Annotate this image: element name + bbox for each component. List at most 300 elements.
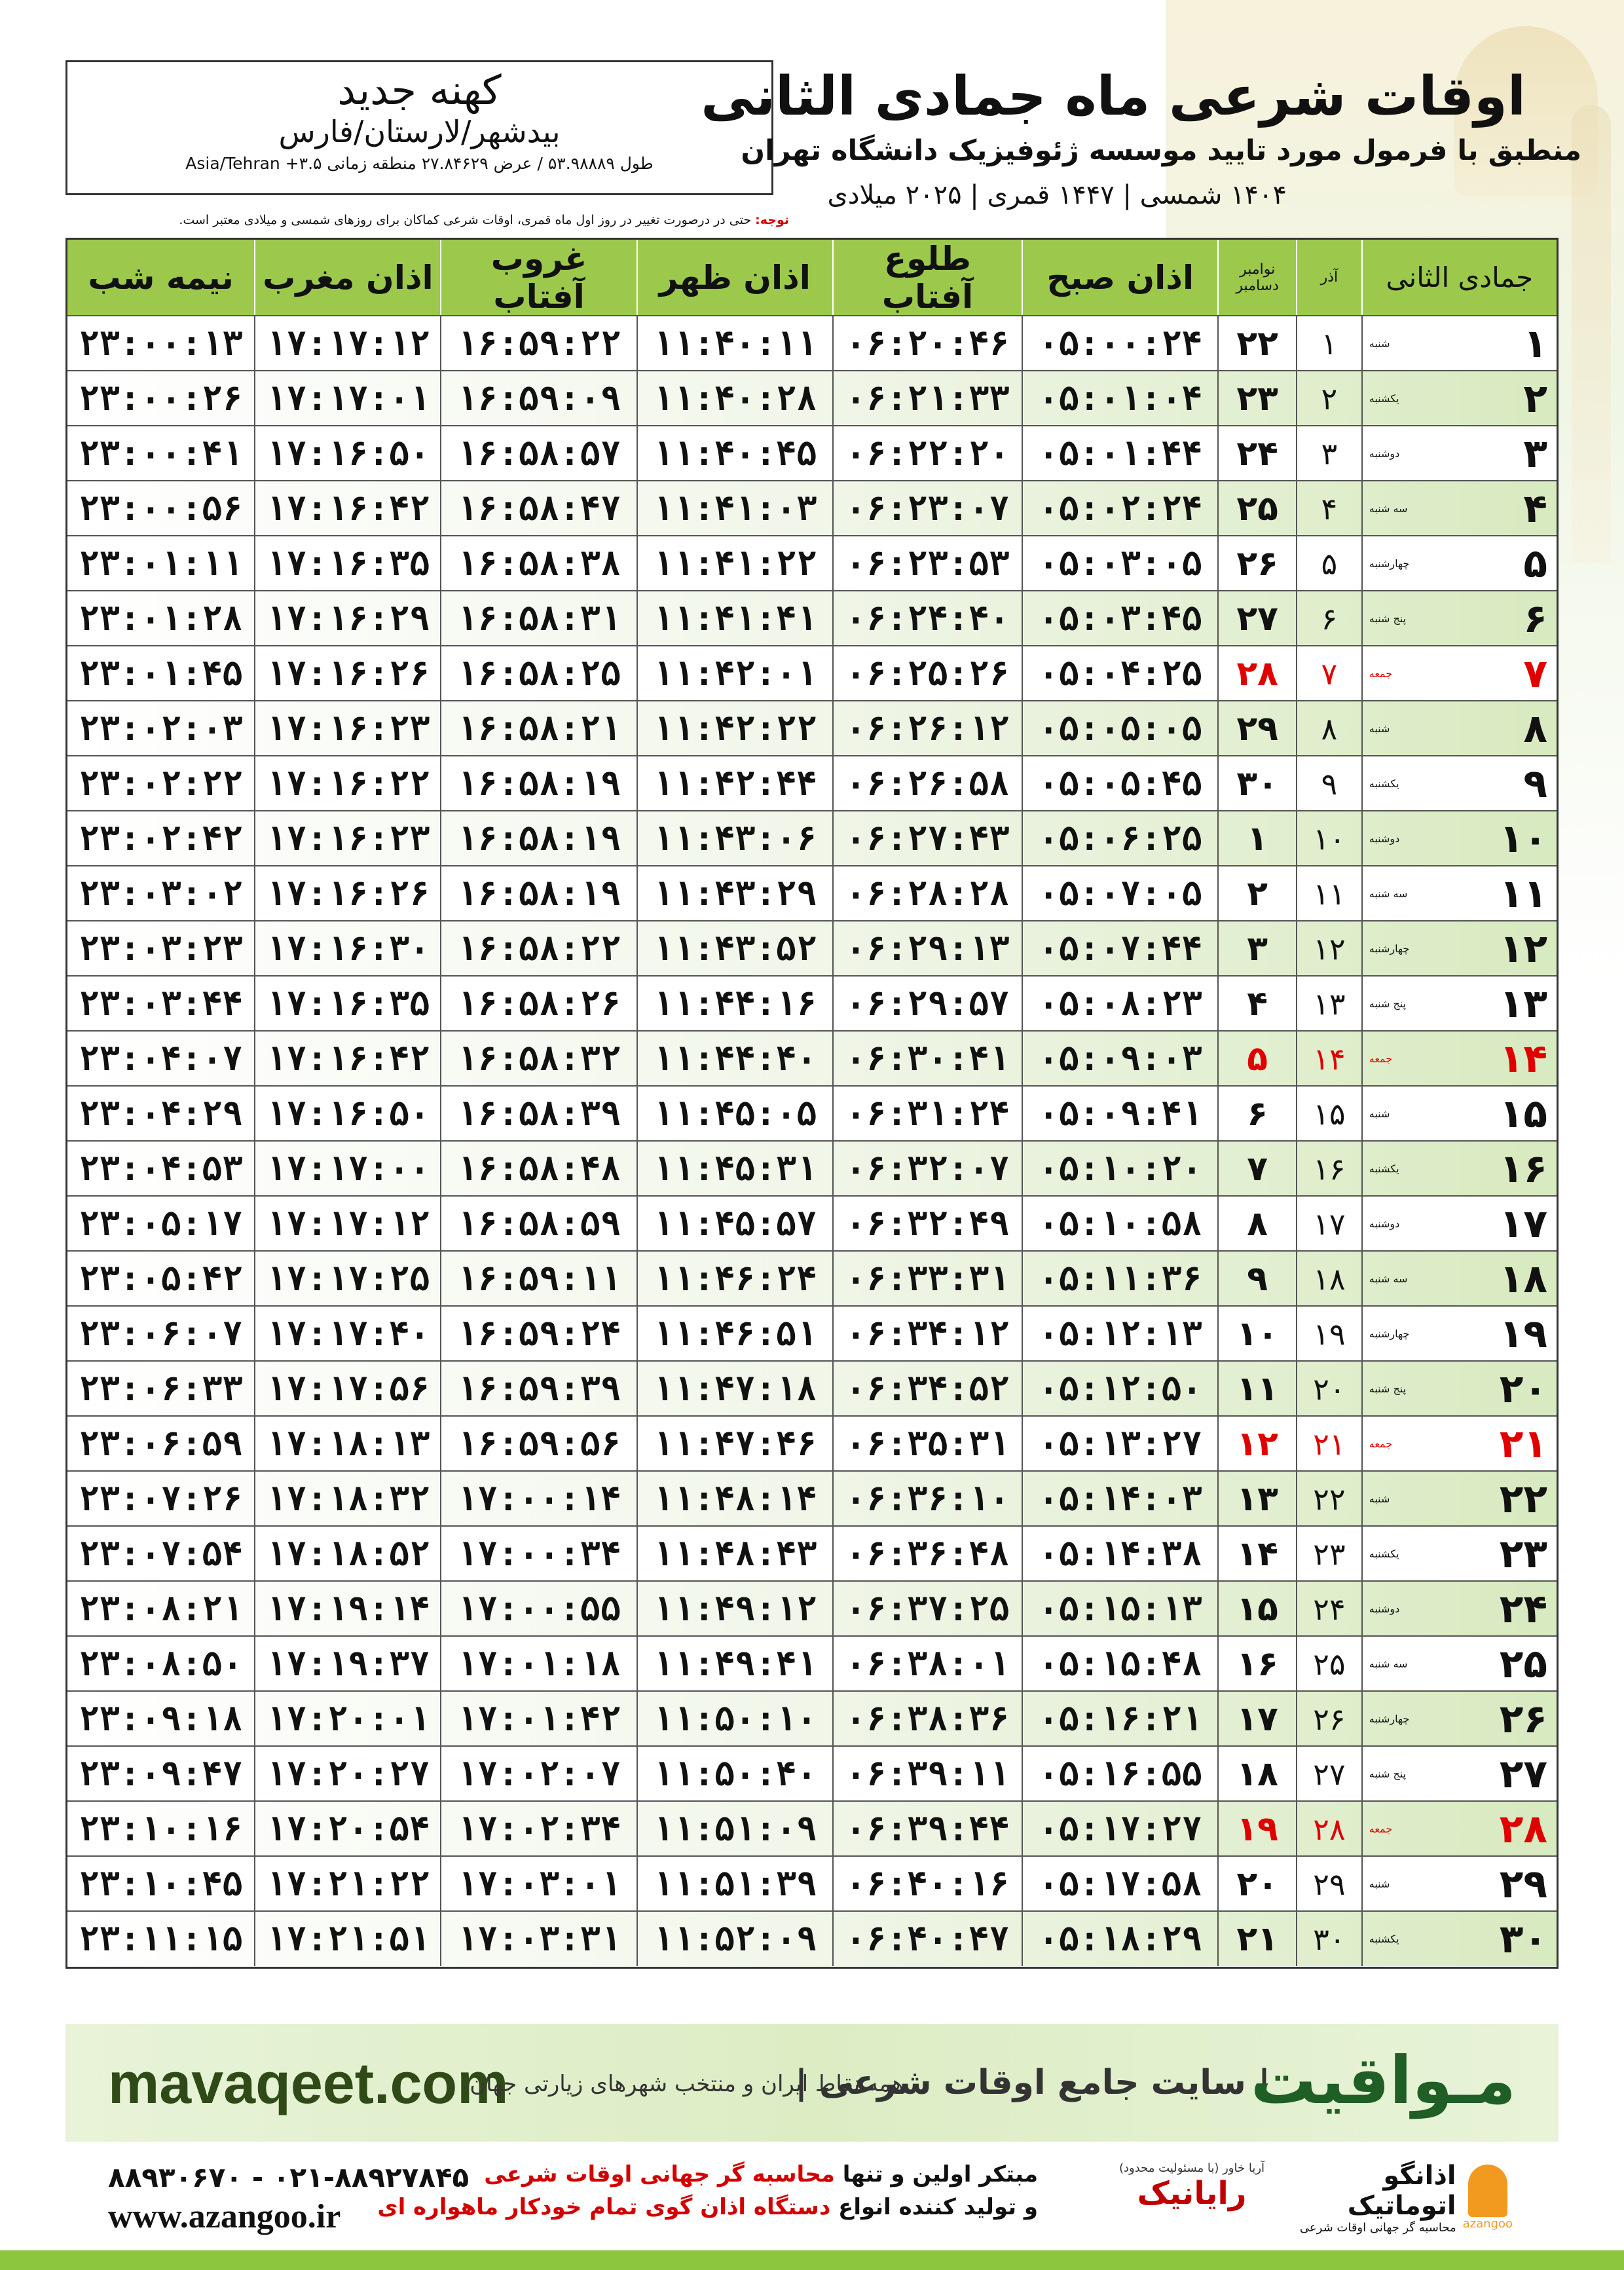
weekday-cell: پنج شنبه — [1369, 997, 1407, 1010]
sunrise-cell: ۰۶:۲۵:۲۶ — [834, 646, 1023, 701]
sunset-cell: ۱۷:۰۳:۳۱ — [441, 1912, 637, 1966]
weekday-cell: شنبه — [1369, 1493, 1390, 1505]
azangoo-name: اذانگو اتوماتیک — [1347, 2160, 1456, 2221]
weekday-cell: یکشنبه — [1369, 1548, 1399, 1560]
table-row — [67, 1195, 1557, 1251]
promo-line-2 — [377, 2194, 1038, 2220]
greg-cell: ۱۰ — [1219, 1307, 1297, 1361]
midnight-cell: ۲۳:۰۱:۴۵ — [67, 646, 255, 701]
sunset-cell: ۱۶:۵۸:۱۹ — [441, 866, 637, 921]
hijri-cell — [1363, 1857, 1557, 1911]
greg-cell: ۲۴ — [1219, 426, 1297, 481]
maghrib-cell: ۱۷:۱۹:۱۴ — [255, 1582, 441, 1636]
greg-cell: ۲۷ — [1219, 591, 1297, 646]
fajr-cell: ۰۵:۰۹:۰۳ — [1023, 1032, 1219, 1086]
azangoo-logo — [1297, 2161, 1513, 2233]
weekday-cell: یکشنبه — [1369, 392, 1399, 405]
hijri-cell — [1363, 371, 1557, 426]
midnight-cell: ۲۳:۱۱:۱۵ — [67, 1912, 255, 1966]
maghrib-cell: ۱۷:۱۷:۱۲ — [255, 1197, 441, 1251]
weekday-cell: سه شنبه — [1369, 887, 1408, 900]
note-label: توجه: — [755, 213, 789, 227]
mavaqeet-banner — [65, 2024, 1559, 2142]
maghrib-cell: ۱۷:۱۶:۲۳ — [255, 701, 441, 756]
weekday-cell: سه شنبه — [1369, 502, 1408, 515]
city-name: کهنه جدید — [337, 66, 502, 114]
promo-line-1-b: محاسبه گر جهانی اوقات شرعی — [484, 2161, 835, 2187]
sunrise-cell: ۰۶:۲۷:۴۳ — [834, 811, 1023, 866]
azar-cell: ۱۴ — [1297, 1032, 1363, 1086]
dhuhr-cell: ۱۱:۵۰:۱۰ — [638, 1692, 834, 1746]
maghrib-cell: ۱۷:۱۸:۱۳ — [255, 1417, 441, 1471]
sunset-cell: ۱۶:۵۹:۵۶ — [441, 1417, 637, 1471]
hijri-day-cell: ۲۵ — [1499, 1641, 1547, 1687]
weekday-cell: پنج شنبه — [1369, 1383, 1407, 1395]
fajr-cell: ۰۵:۰۳:۴۵ — [1023, 591, 1219, 646]
weekday-cell: یکشنبه — [1369, 1933, 1399, 1945]
sunrise-cell: ۰۶:۲۲:۲۰ — [834, 426, 1023, 481]
sunset-cell: ۱۶:۵۸:۳۸ — [441, 536, 637, 591]
dhuhr-cell: ۱۱:۵۱:۰۹ — [638, 1802, 834, 1856]
region-name: بیدشهر/لارستان/فارس — [278, 114, 561, 149]
hijri-cell — [1363, 646, 1557, 701]
location-box — [65, 60, 773, 195]
hijri-day-cell: ۱ — [1523, 320, 1547, 367]
rayanik-logo — [1113, 2161, 1270, 2233]
sunset-cell: ۱۶:۵۸:۵۷ — [441, 426, 637, 481]
site-url[interactable]: mavaqeet.com — [108, 2051, 509, 2115]
dhuhr-cell: ۱۱:۴۰:۴۵ — [638, 426, 834, 481]
dhuhr-cell: ۱۱:۴۵:۰۵ — [638, 1087, 834, 1141]
midnight-cell: ۲۳:۰۷:۲۶ — [67, 1472, 255, 1526]
sunset-cell: ۱۷:۰۰:۵۵ — [441, 1582, 637, 1636]
weekday-cell: دوشنبه — [1369, 447, 1400, 460]
fajr-cell: ۰۵:۱۸:۲۹ — [1023, 1912, 1219, 1966]
midnight-cell: ۲۳:۰۳:۲۳ — [67, 921, 255, 976]
hijri-day-cell: ۳ — [1523, 430, 1547, 477]
midnight-cell: ۲۳:۱۰:۴۵ — [67, 1857, 255, 1911]
greg-cell: ۴ — [1219, 977, 1297, 1031]
hijri-day-cell: ۱۲ — [1499, 925, 1547, 972]
hijri-cell — [1363, 1307, 1557, 1361]
maghrib-cell: ۱۷:۱۶:۵۰ — [255, 426, 441, 481]
hijri-cell — [1363, 1747, 1557, 1801]
sunrise-cell: ۰۶:۳۹:۴۴ — [834, 1802, 1023, 1856]
table-row — [67, 425, 1557, 481]
hijri-day-cell: ۲۱ — [1499, 1421, 1547, 1467]
greg-cell: ۲۸ — [1219, 646, 1297, 701]
fajr-cell: ۰۵:۱۶:۲۱ — [1023, 1692, 1219, 1746]
hijri-cell — [1363, 1197, 1557, 1251]
midnight-cell: ۲۳:۰۶:۳۳ — [67, 1362, 255, 1416]
fajr-cell: ۰۵:۰۸:۲۳ — [1023, 977, 1219, 1031]
greg-cell: ۲ — [1219, 866, 1297, 921]
hijri-cell — [1363, 536, 1557, 591]
greg-cell: ۸ — [1219, 1197, 1297, 1251]
header-gregorian-top: نوامبر — [1240, 261, 1276, 278]
hijri-day-cell: ۵ — [1523, 540, 1547, 587]
azar-cell: ۳ — [1297, 426, 1363, 481]
maghrib-cell: ۱۷:۱۸:۳۲ — [255, 1472, 441, 1526]
fajr-cell: ۰۵:۰۱:۰۴ — [1023, 371, 1219, 426]
table-row — [67, 755, 1557, 811]
azar-cell: ۲۵ — [1297, 1637, 1363, 1691]
midnight-cell: ۲۳:۰۳:۰۲ — [67, 866, 255, 921]
sunrise-cell: ۰۶:۲۶:۵۸ — [834, 756, 1023, 811]
midnight-cell: ۲۳:۰۳:۴۴ — [67, 977, 255, 1031]
fajr-cell: ۰۵:۱۰:۵۸ — [1023, 1197, 1219, 1251]
azar-cell: ۱۶ — [1297, 1142, 1363, 1196]
hijri-cell — [1363, 1527, 1557, 1581]
note-text: حتی در درصورت تغییر در روز اول ماه قمری، اوقات شرعی کماکان برای روزهای شمسی و میلادی معتبر است. — [179, 213, 756, 227]
azangoo-logo-text — [1297, 2161, 1456, 2235]
fajr-cell: ۰۵:۱۵:۱۳ — [1023, 1582, 1219, 1636]
hijri-cell — [1363, 1417, 1557, 1471]
header-gregorian-bottom: دسامبر — [1236, 277, 1279, 294]
azar-cell: ۶ — [1297, 591, 1363, 646]
fajr-cell: ۰۵:۱۰:۲۰ — [1023, 1142, 1219, 1196]
sunrise-cell: ۰۶:۳۸:۳۶ — [834, 1692, 1023, 1746]
rayanik-subtitle: آریا خاور (با مسئولیت محدود) — [1118, 2161, 1265, 2175]
azangoo-url[interactable]: www.azangoo.ir — [108, 2198, 341, 2235]
dhuhr-cell: ۱۱:۴۸:۱۴ — [638, 1472, 834, 1526]
midnight-cell: ۲۳:۰۶:۰۷ — [67, 1307, 255, 1361]
hijri-day-cell: ۲۸ — [1499, 1806, 1547, 1852]
table-row — [67, 810, 1557, 866]
hijri-cell — [1363, 1637, 1557, 1691]
midnight-cell: ۲۳:۰۵:۱۷ — [67, 1197, 255, 1251]
sunset-cell: ۱۶:۵۸:۱۹ — [441, 811, 637, 866]
azar-cell: ۱۹ — [1297, 1307, 1363, 1361]
bottom-bar — [0, 2250, 1624, 2270]
fajr-cell: ۰۵:۱۶:۵۵ — [1023, 1747, 1219, 1801]
maghrib-cell: ۱۷:۱۷:۲۵ — [255, 1252, 441, 1306]
dhuhr-cell: ۱۱:۴۷:۴۶ — [638, 1417, 834, 1471]
sunset-cell: ۱۶:۵۸:۲۵ — [441, 646, 637, 701]
weekday-cell: پنج شنبه — [1369, 612, 1407, 625]
table-row — [67, 1085, 1557, 1141]
hijri-cell — [1363, 591, 1557, 646]
hijri-cell — [1363, 866, 1557, 921]
hijri-day-cell: ۲۶ — [1499, 1696, 1547, 1742]
fajr-cell: ۰۵:۱۳:۲۷ — [1023, 1417, 1219, 1471]
dhuhr-cell: ۱۱:۵۱:۳۹ — [638, 1857, 834, 1911]
weekday-cell: چهارشنبه — [1369, 942, 1410, 955]
hijri-cell — [1363, 1252, 1557, 1306]
page-subtitle: منطبق با فرمول مورد تایید موسسه ژئوفیزیک دانشگاه تهران — [741, 134, 1581, 167]
dhuhr-cell: ۱۱:۵۰:۴۰ — [638, 1747, 834, 1801]
table-row — [67, 1855, 1557, 1911]
hijri-cell — [1363, 1912, 1557, 1966]
sunset-cell: ۱۶:۵۸:۴۷ — [441, 481, 637, 536]
dhuhr-cell: ۱۱:۴۴:۱۶ — [638, 977, 834, 1031]
midnight-cell: ۲۳:۰۸:۵۰ — [67, 1637, 255, 1691]
maghrib-cell: ۱۷:۱۶:۴۲ — [255, 481, 441, 536]
greg-cell: ۲۶ — [1219, 536, 1297, 591]
table-row — [67, 700, 1557, 756]
weekday-cell: جمعه — [1369, 1438, 1393, 1450]
minaret-decoration — [1572, 105, 1611, 563]
note — [179, 213, 789, 227]
fajr-cell: ۰۵:۰۱:۴۴ — [1023, 426, 1219, 481]
hijri-day-cell: ۸ — [1523, 705, 1547, 752]
sunset-cell: ۱۶:۵۹:۰۹ — [441, 371, 637, 426]
hijri-day-cell: ۲۷ — [1499, 1751, 1547, 1797]
azar-cell: ۱۳ — [1297, 977, 1363, 1031]
greg-cell: ۱۳ — [1219, 1472, 1297, 1526]
dhuhr-cell: ۱۱:۴۸:۴۳ — [638, 1527, 834, 1581]
azar-cell: ۱۱ — [1297, 866, 1363, 921]
table-row — [67, 1580, 1557, 1636]
azangoo-subtitle: محاسبه گر جهانی اوقات شرعی — [1299, 2220, 1456, 2235]
greg-cell: ۳ — [1219, 921, 1297, 976]
greg-cell: ۳۰ — [1219, 756, 1297, 811]
azar-cell: ۱۵ — [1297, 1087, 1363, 1141]
header-sunset: غروب آفتاب — [441, 240, 637, 315]
sunset-cell: ۱۷:۰۲:۳۴ — [441, 1802, 637, 1856]
midnight-cell: ۲۳:۰۹:۴۷ — [67, 1747, 255, 1801]
maghrib-cell: ۱۷:۱۶:۳۵ — [255, 977, 441, 1031]
sunset-cell: ۱۶:۵۸:۳۱ — [441, 591, 637, 646]
dhuhr-cell: ۱۱:۴۴:۴۰ — [638, 1032, 834, 1086]
fajr-cell: ۰۵:۱۱:۳۶ — [1023, 1252, 1219, 1306]
table-row — [67, 920, 1557, 976]
sunrise-cell: ۰۶:۳۱:۲۴ — [834, 1087, 1023, 1141]
mavaqeet-logo: مـواقیت — [1250, 2042, 1516, 2119]
sunrise-cell: ۰۶:۴۰:۱۶ — [834, 1857, 1023, 1911]
midnight-cell: ۲۳:۰۸:۲۱ — [67, 1582, 255, 1636]
azar-cell: ۲۴ — [1297, 1582, 1363, 1636]
hijri-day-cell: ۲۹ — [1499, 1861, 1547, 1907]
sunset-cell: ۱۶:۵۹:۱۱ — [441, 1252, 637, 1306]
azar-cell: ۲ — [1297, 371, 1363, 426]
maghrib-cell: ۱۷:۲۰:۵۴ — [255, 1802, 441, 1856]
sunrise-cell: ۰۶:۲۰:۴۶ — [834, 316, 1023, 371]
midnight-cell: ۲۳:۰۴:۵۳ — [67, 1142, 255, 1196]
hijri-day-cell: ۲۰ — [1499, 1366, 1547, 1412]
table-row — [67, 370, 1557, 426]
fajr-cell: ۰۵:۰۹:۴۱ — [1023, 1087, 1219, 1141]
fajr-cell: ۰۵:۱۲:۵۰ — [1023, 1362, 1219, 1416]
minaret-icon — [1468, 2165, 1507, 2217]
midnight-cell: ۲۳:۰۱:۲۸ — [67, 591, 255, 646]
fajr-cell: ۰۵:۰۵:۰۵ — [1023, 701, 1219, 756]
promo-line-2-a: و تولید کننده انواع — [830, 2194, 1038, 2220]
table-row — [67, 480, 1557, 536]
hijri-cell — [1363, 921, 1557, 976]
fajr-cell: ۰۵:۰۴:۲۵ — [1023, 646, 1219, 701]
banner-slogan: | سایت جامع اوقات شرعی | — [794, 2063, 1270, 2102]
greg-cell: ۲۳ — [1219, 371, 1297, 426]
sunrise-cell: ۰۶:۳۵:۳۱ — [834, 1417, 1023, 1471]
header-hijri: جمادی الثانی — [1386, 261, 1534, 293]
sunset-cell: ۱۶:۵۸:۲۱ — [441, 701, 637, 756]
midnight-cell: ۲۳:۰۰:۴۱ — [67, 426, 255, 481]
azar-cell: ۲۲ — [1297, 1472, 1363, 1526]
hijri-cell — [1363, 1362, 1557, 1416]
sunrise-cell: ۰۶:۳۴:۵۲ — [834, 1362, 1023, 1416]
hijri-day-cell: ۱۷ — [1499, 1200, 1547, 1247]
midnight-cell: ۲۳:۰۶:۵۹ — [67, 1417, 255, 1471]
header-gregorian — [1219, 240, 1297, 315]
maghrib-cell: ۱۷:۱۷:۱۲ — [255, 316, 441, 371]
fajr-cell: ۰۵:۱۴:۰۳ — [1023, 1472, 1219, 1526]
sunrise-cell: ۰۶:۲۱:۳۳ — [834, 371, 1023, 426]
fajr-cell: ۰۵:۱۵:۴۸ — [1023, 1637, 1219, 1691]
weekday-cell: چهارشنبه — [1369, 557, 1410, 570]
greg-cell: ۱۵ — [1219, 1582, 1297, 1636]
sunset-cell: ۱۶:۵۹:۲۴ — [441, 1307, 637, 1361]
dhuhr-cell: ۱۱:۵۲:۰۹ — [638, 1912, 834, 1966]
midnight-cell: ۲۳:۰۰:۲۶ — [67, 371, 255, 426]
hijri-day-cell: ۲۴ — [1499, 1586, 1547, 1632]
sunset-cell: ۱۶:۵۹:۳۹ — [441, 1362, 637, 1416]
maghrib-cell: ۱۷:۱۶:۳۰ — [255, 921, 441, 976]
azar-cell: ۲۸ — [1297, 1802, 1363, 1856]
sunset-cell: ۱۶:۵۸:۵۹ — [441, 1197, 637, 1251]
maghrib-cell: ۱۷:۲۰:۲۷ — [255, 1747, 441, 1801]
greg-cell: ۲۹ — [1219, 701, 1297, 756]
fajr-cell: ۰۵:۰۵:۴۵ — [1023, 756, 1219, 811]
midnight-cell: ۲۳:۰۰:۵۶ — [67, 481, 255, 536]
maghrib-cell: ۱۷:۱۷:۵۶ — [255, 1362, 441, 1416]
maghrib-cell: ۱۷:۱۹:۳۷ — [255, 1637, 441, 1691]
dhuhr-cell: ۱۱:۴۱:۰۳ — [638, 481, 834, 536]
midnight-cell: ۲۳:۰۴:۲۹ — [67, 1087, 255, 1141]
dhuhr-cell: ۱۱:۴۵:۳۱ — [638, 1142, 834, 1196]
maghrib-cell: ۱۷:۱۶:۵۰ — [255, 1087, 441, 1141]
header-fajr: اذان صبح — [1023, 240, 1219, 315]
hijri-day-cell: ۱۹ — [1499, 1311, 1547, 1357]
sunrise-cell: ۰۶:۲۴:۴۰ — [834, 591, 1023, 646]
table-header — [67, 240, 1557, 315]
year-line: ۱۴۰۴ شمسی | ۱۴۴۷ قمری | ۲۰۲۵ میلادی — [827, 180, 1287, 210]
greg-cell: ۲۲ — [1219, 316, 1297, 371]
sunset-cell: ۱۷:۰۰:۳۴ — [441, 1527, 637, 1581]
azar-cell: ۱۰ — [1297, 811, 1363, 866]
greg-cell: ۹ — [1219, 1252, 1297, 1306]
dhuhr-cell: ۱۱:۴۳:۵۲ — [638, 921, 834, 976]
hijri-day-cell: ۲۲ — [1499, 1476, 1547, 1522]
maghrib-cell: ۱۷:۱۶:۴۲ — [255, 1032, 441, 1086]
sunrise-cell: ۰۶:۳۳:۳۱ — [834, 1252, 1023, 1306]
sunset-cell: ۱۷:۰۳:۰۱ — [441, 1857, 637, 1911]
greg-cell: ۱۱ — [1219, 1362, 1297, 1416]
fajr-cell: ۰۵:۰۷:۰۵ — [1023, 866, 1219, 921]
azar-cell: ۳۰ — [1297, 1912, 1363, 1966]
weekday-cell: سه شنبه — [1369, 1273, 1408, 1285]
maghrib-cell: ۱۷:۱۷:۰۰ — [255, 1142, 441, 1196]
midnight-cell: ۲۳:۰۲:۰۳ — [67, 701, 255, 756]
sunset-cell: ۱۶:۵۹:۲۲ — [441, 316, 637, 371]
azar-cell: ۸ — [1297, 701, 1363, 756]
greg-cell: ۱۹ — [1219, 1802, 1297, 1856]
hijri-cell — [1363, 701, 1557, 756]
table-row — [67, 1030, 1557, 1086]
sunrise-cell: ۰۶:۳۶:۱۰ — [834, 1472, 1023, 1526]
maghrib-cell: ۱۷:۱۶:۲۳ — [255, 811, 441, 866]
dhuhr-cell: ۱۱:۴۱:۲۲ — [638, 536, 834, 591]
page-title: اوقات شرعی ماه جمادی الثانی — [701, 65, 1526, 128]
weekday-cell: یکشنبه — [1369, 777, 1399, 790]
greg-cell: ۱۴ — [1219, 1527, 1297, 1581]
hijri-cell — [1363, 1472, 1557, 1526]
greg-cell: ۱۷ — [1219, 1692, 1297, 1746]
table-row — [67, 1910, 1557, 1966]
dhuhr-cell: ۱۱:۴۳:۲۹ — [638, 866, 834, 921]
hijri-cell — [1363, 1142, 1557, 1196]
dhuhr-cell: ۱۱:۴۳:۰۶ — [638, 811, 834, 866]
banner-slogan-sub: همه نقاط ایران و منتخب شهرهای زیارتی جهان — [470, 2071, 904, 2097]
table-row — [67, 1140, 1557, 1196]
hijri-day-cell: ۱۴ — [1499, 1035, 1547, 1082]
weekday-cell: جمعه — [1369, 1823, 1393, 1835]
table-row — [67, 865, 1557, 921]
midnight-cell: ۲۳:۰۴:۰۷ — [67, 1032, 255, 1086]
hijri-cell — [1363, 426, 1557, 481]
greg-cell: ۱۶ — [1219, 1637, 1297, 1691]
maghrib-cell: ۱۷:۱۸:۵۲ — [255, 1527, 441, 1581]
table-row — [67, 1800, 1557, 1856]
table-row — [67, 315, 1557, 371]
sunrise-cell: ۰۶:۳۲:۴۹ — [834, 1197, 1023, 1251]
sunset-cell: ۱۷:۰۲:۰۷ — [441, 1747, 637, 1801]
hijri-day-cell: ۱۳ — [1499, 980, 1547, 1027]
hijri-day-cell: ۳۰ — [1499, 1916, 1547, 1962]
weekday-cell: پنج شنبه — [1369, 1768, 1407, 1780]
hijri-day-cell: ۷ — [1523, 650, 1547, 697]
fajr-cell: ۰۵:۱۷:۵۸ — [1023, 1857, 1219, 1911]
weekday-cell: دوشنبه — [1369, 832, 1400, 845]
sunset-cell: ۱۶:۵۸:۳۲ — [441, 1032, 637, 1086]
hijri-day-cell: ۱۰ — [1499, 815, 1547, 862]
hijri-day-cell: ۱۱ — [1499, 870, 1547, 917]
midnight-cell: ۲۳:۰۰:۱۳ — [67, 316, 255, 371]
midnight-cell: ۲۳:۰۲:۴۲ — [67, 811, 255, 866]
table-row — [67, 1415, 1557, 1471]
weekday-cell: شنبه — [1369, 337, 1390, 350]
maghrib-cell: ۱۷:۱۶:۲۶ — [255, 866, 441, 921]
sunrise-cell: ۰۶:۲۹:۱۳ — [834, 921, 1023, 976]
greg-cell: ۲۰ — [1219, 1857, 1297, 1911]
weekday-cell: جمعه — [1369, 1052, 1393, 1065]
sunset-cell: ۱۷:۰۱:۴۲ — [441, 1692, 637, 1746]
sunset-cell: ۱۶:۵۸:۱۹ — [441, 756, 637, 811]
phone-numbers: ۰۲۱-۸۸۹۲۷۸۴۵ - ۸۸۹۳۰۶۷۰ — [108, 2161, 470, 2193]
maghrib-cell: ۱۷:۲۰:۰۱ — [255, 1692, 441, 1746]
weekday-cell: چهارشنبه — [1369, 1713, 1410, 1725]
sunrise-cell: ۰۶:۲۸:۲۸ — [834, 866, 1023, 921]
fajr-cell: ۰۵:۰۶:۲۵ — [1023, 811, 1219, 866]
midnight-cell: ۲۳:۰۲:۲۲ — [67, 756, 255, 811]
table-row — [67, 1745, 1557, 1801]
table-row — [67, 1360, 1557, 1416]
sunrise-cell: ۰۶:۳۹:۱۱ — [834, 1747, 1023, 1801]
weekday-cell: دوشنبه — [1369, 1218, 1400, 1230]
azar-cell: ۹ — [1297, 756, 1363, 811]
sunset-cell: ۱۶:۵۸:۲۶ — [441, 977, 637, 1031]
greg-cell: ۲۵ — [1219, 481, 1297, 536]
weekday-cell: یکشنبه — [1369, 1163, 1399, 1175]
sunset-cell: ۱۶:۵۸:۳۹ — [441, 1087, 637, 1141]
dhuhr-cell: ۱۱:۴۰:۱۱ — [638, 316, 834, 371]
greg-cell: ۷ — [1219, 1142, 1297, 1196]
maghrib-cell: ۱۷:۱۶:۲۹ — [255, 591, 441, 646]
dhuhr-cell: ۱۱:۴۷:۱۸ — [638, 1362, 834, 1416]
promo-line-1 — [484, 2161, 1038, 2187]
azar-cell: ۲۶ — [1297, 1692, 1363, 1746]
header-maghrib: اذان مغرب — [255, 240, 441, 315]
